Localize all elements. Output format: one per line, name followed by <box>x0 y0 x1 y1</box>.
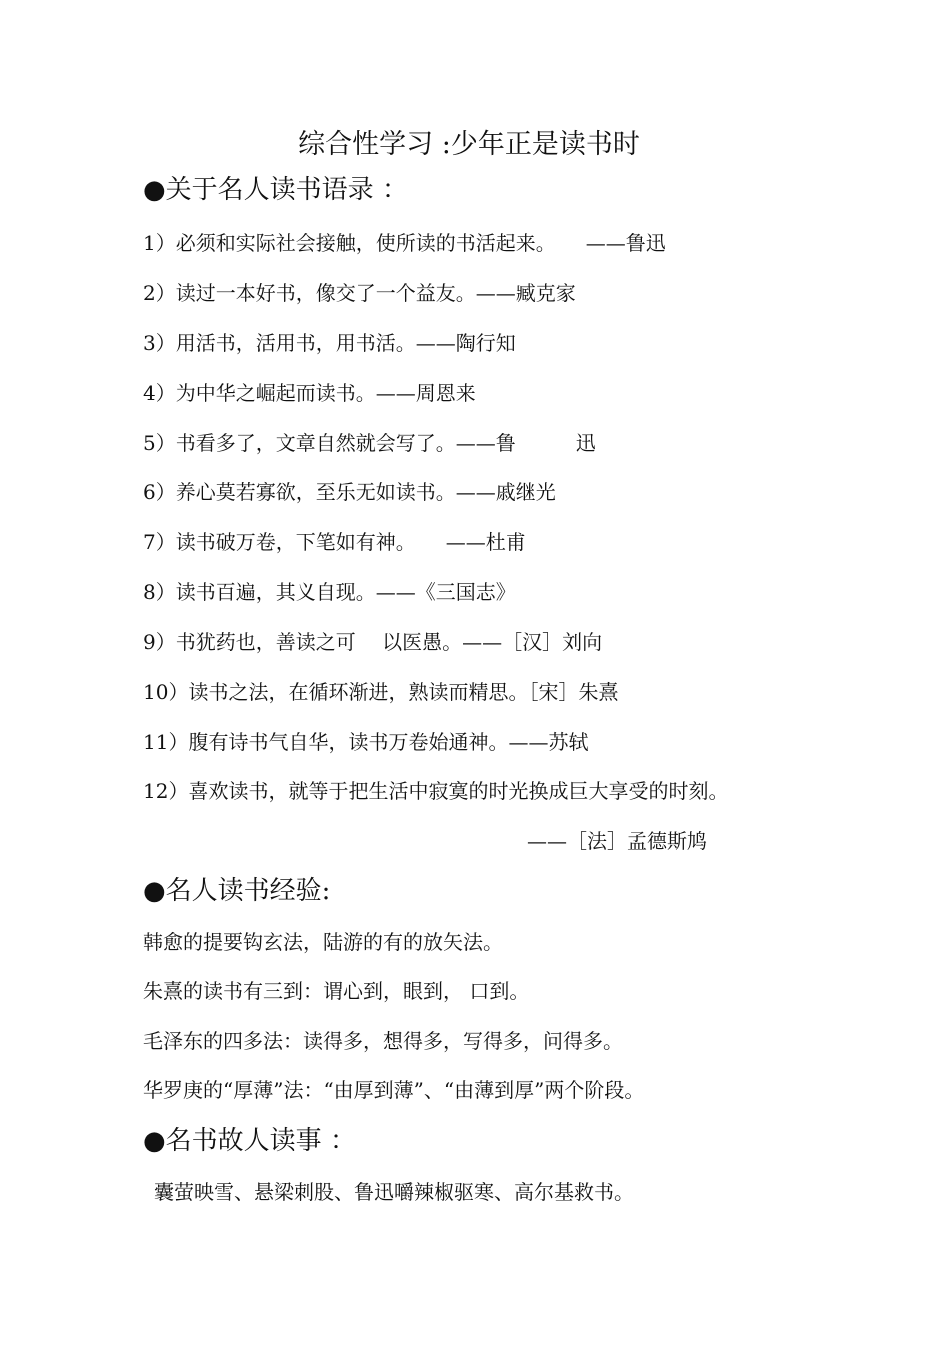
section-heading-quotes: ●关于名人读书语录 ： <box>143 175 408 205</box>
section-heading-stories: ●名书故人读事 ： <box>143 1126 356 1156</box>
quote-line-1: 1）必须和实际社会接触，使所读的书活起来。 ——鲁迅 <box>143 231 666 255</box>
quote-attribution-12: ——［法］孟德斯鸠 <box>527 829 707 853</box>
experience-line-2: 朱熹的读书有三到：谓心到，眼到， 口到。 <box>143 979 530 1003</box>
quote-line-4: 4）为中华之崛起而读书。——周恩来 <box>143 381 476 405</box>
quote-line-5: 5）书看多了，文章自然就会写了。——鲁 迅 <box>143 431 596 455</box>
experience-line-4: 华罗庚的“厚薄”法：“由厚到薄”、“由薄到厚”两个阶段。 <box>143 1078 645 1102</box>
quote-line-9: 9）书犹药也，善读之可 以医愚。——［汉］刘向 <box>143 630 603 654</box>
quote-line-3: 3）用活书，活用书，用书活。——陶行知 <box>143 331 516 355</box>
quote-line-7: 7）读书破万卷，下笔如有神。 ——杜甫 <box>143 530 526 554</box>
experience-line-3: 毛泽东的四多法：读得多，想得多，写得多，问得多。 <box>143 1029 623 1053</box>
quote-line-8: 8）读书百遍，其义自现。——《三国志》 <box>143 580 516 604</box>
experience-line-1: 韩愈的提要钩玄法，陆游的有的放矢法。 <box>143 930 503 954</box>
section-heading-experience: ●名人读书经验: <box>143 876 331 906</box>
quote-line-10: 10）读书之法，在循环渐进，熟读而精思。［宋］朱熹 <box>143 680 619 704</box>
quote-line-2: 2）读过一本好书，像交了一个益友。——臧克家 <box>143 281 576 305</box>
stories-line: 囊萤映雪、悬梁刺股、鲁迅嚼辣椒驱寒、高尔基救书。 <box>154 1180 634 1204</box>
page-title: 综合性学习 :少年正是读书时 <box>298 129 640 160</box>
quote-line-6: 6）养心莫若寡欲，至乐无如读书。——戚继光 <box>143 480 556 504</box>
quote-line-12: 12）喜欢读书，就等于把生活中寂寞的时光换成巨大享受的时刻。 <box>143 779 729 803</box>
quote-line-11: 11）腹有诗书气自华，读书万卷始通神。——苏轼 <box>143 730 589 754</box>
